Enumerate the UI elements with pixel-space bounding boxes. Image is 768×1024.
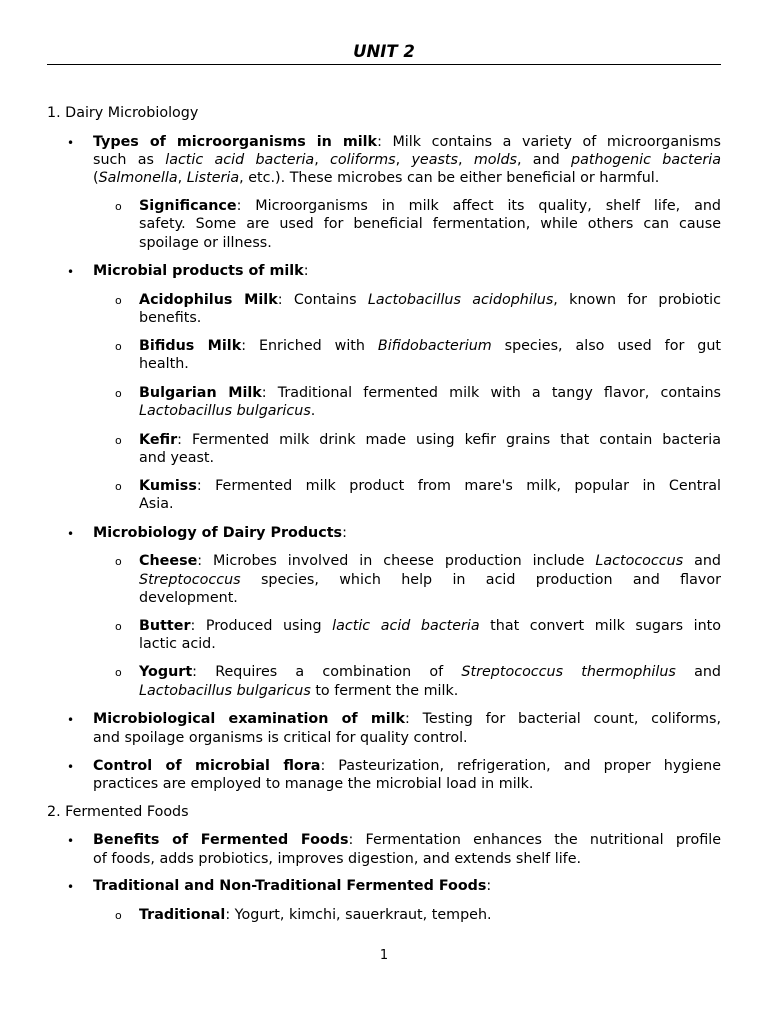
paragraph-line: Kumiss: Fermented milk product from mare's milk, popular in Central <box>139 478 721 494</box>
paragraph-line: Asia. <box>139 496 174 512</box>
sub-bullet: o <box>115 340 122 353</box>
sub-bullet: o <box>115 387 122 400</box>
paragraph-line: lactic acid. <box>139 636 216 652</box>
sub-bullet: o <box>115 294 122 307</box>
sub-bullet: o <box>115 434 122 447</box>
paragraph-line: health. <box>139 356 189 372</box>
paragraph-line: Lactobacillus bulgaricus. <box>139 403 316 419</box>
paragraph-line: such as lactic acid bacteria, coliforms, yeasts, molds, and pathogenic bacteria <box>93 152 722 168</box>
bullet: • <box>67 713 75 727</box>
paragraph-line: Butter: Produced using lactic acid bacteria that convert milk sugars into <box>139 618 721 634</box>
sub-bullet: o <box>115 555 122 568</box>
paragraph-line: Control of microbial flora: Pasteurization, refrigeration, and proper hygiene <box>93 758 721 774</box>
bullet: • <box>67 136 75 150</box>
paragraph-line: Types of microorganisms in milk: Milk contains a variety of microorganisms <box>93 134 721 150</box>
paragraph-line: practices are employed to manage the microbial load in milk. <box>93 776 534 792</box>
paragraph-line: Microbial products of milk: <box>93 263 309 279</box>
paragraph-line: Cheese: Microbes involved in cheese production include Lactococcus and <box>139 553 721 569</box>
paragraph-line: and yeast. <box>139 450 215 466</box>
section-heading-fermented-foods: 2. Fermented Foods <box>47 804 189 820</box>
bullet: • <box>67 527 75 541</box>
bullet: • <box>67 834 75 848</box>
paragraph-line: Acidophilus Milk: Contains Lactobacillus acidophilus, known for probiotic <box>139 292 721 308</box>
sub-bullet: o <box>115 620 122 633</box>
paragraph-line: Bulgarian Milk: Traditional fermented milk with a tangy flavor, contains <box>139 385 721 401</box>
paragraph-line: Streptococcus species, which help in acid production and flavor <box>139 572 721 588</box>
paragraph-line: Significance: Microorganisms in milk affect its quality, shelf life, and <box>139 198 721 214</box>
sub-bullet: o <box>115 666 122 679</box>
paragraph-line: and spoilage organisms is critical for quality control. <box>93 730 468 746</box>
sub-bullet: o <box>115 480 122 493</box>
paragraph-line: development. <box>139 590 238 606</box>
paragraph-line: Microbiology of Dairy Products: <box>93 525 347 541</box>
paragraph-line: spoilage or illness. <box>139 235 272 251</box>
bullet: • <box>67 265 75 279</box>
section-heading-dairy-microbiology: 1. Dairy Microbiology <box>47 105 199 121</box>
sub-bullet: o <box>115 909 122 922</box>
paragraph-line: Yogurt: Requires a combination of Streptococcus thermophilus and <box>139 664 721 680</box>
bullet: • <box>67 880 75 894</box>
page-number: 1 <box>379 948 389 963</box>
bullet: • <box>67 760 75 774</box>
paragraph-line: of foods, adds probiotics, improves digestion, and extends shelf life. <box>93 851 582 867</box>
paragraph-line: benefits. <box>139 310 202 326</box>
paragraph-line: Traditional and Non-Traditional Fermented Foods: <box>93 878 492 894</box>
paragraph-line: safety. Some are used for beneficial fermentation, while others can cause <box>139 216 721 232</box>
paragraph-line: Bifidus Milk: Enriched with Bifidobacterium species, also used for gut <box>139 338 721 354</box>
paragraph-line: (Salmonella, Listeria, etc.). These microbes can be either beneficial or harmful. <box>93 170 660 186</box>
paragraph-line: Kefir: Fermented milk drink made using kefir grains that contain bacteria <box>139 432 721 448</box>
paragraph-line: Microbiological examination of milk: Testing for bacterial count, coliforms, <box>93 711 721 727</box>
page-title: UNIT 2 <box>353 42 415 61</box>
paragraph-line: Traditional: Yogurt, kimchi, sauerkraut, tempeh. <box>139 907 492 923</box>
paragraph-line: Lactobacillus bulgaricus to ferment the milk. <box>139 683 459 699</box>
paragraph-line: Benefits of Fermented Foods: Fermentation enhances the nutritional profile <box>93 832 721 848</box>
sub-bullet: o <box>115 200 122 213</box>
title-divider <box>47 64 721 65</box>
